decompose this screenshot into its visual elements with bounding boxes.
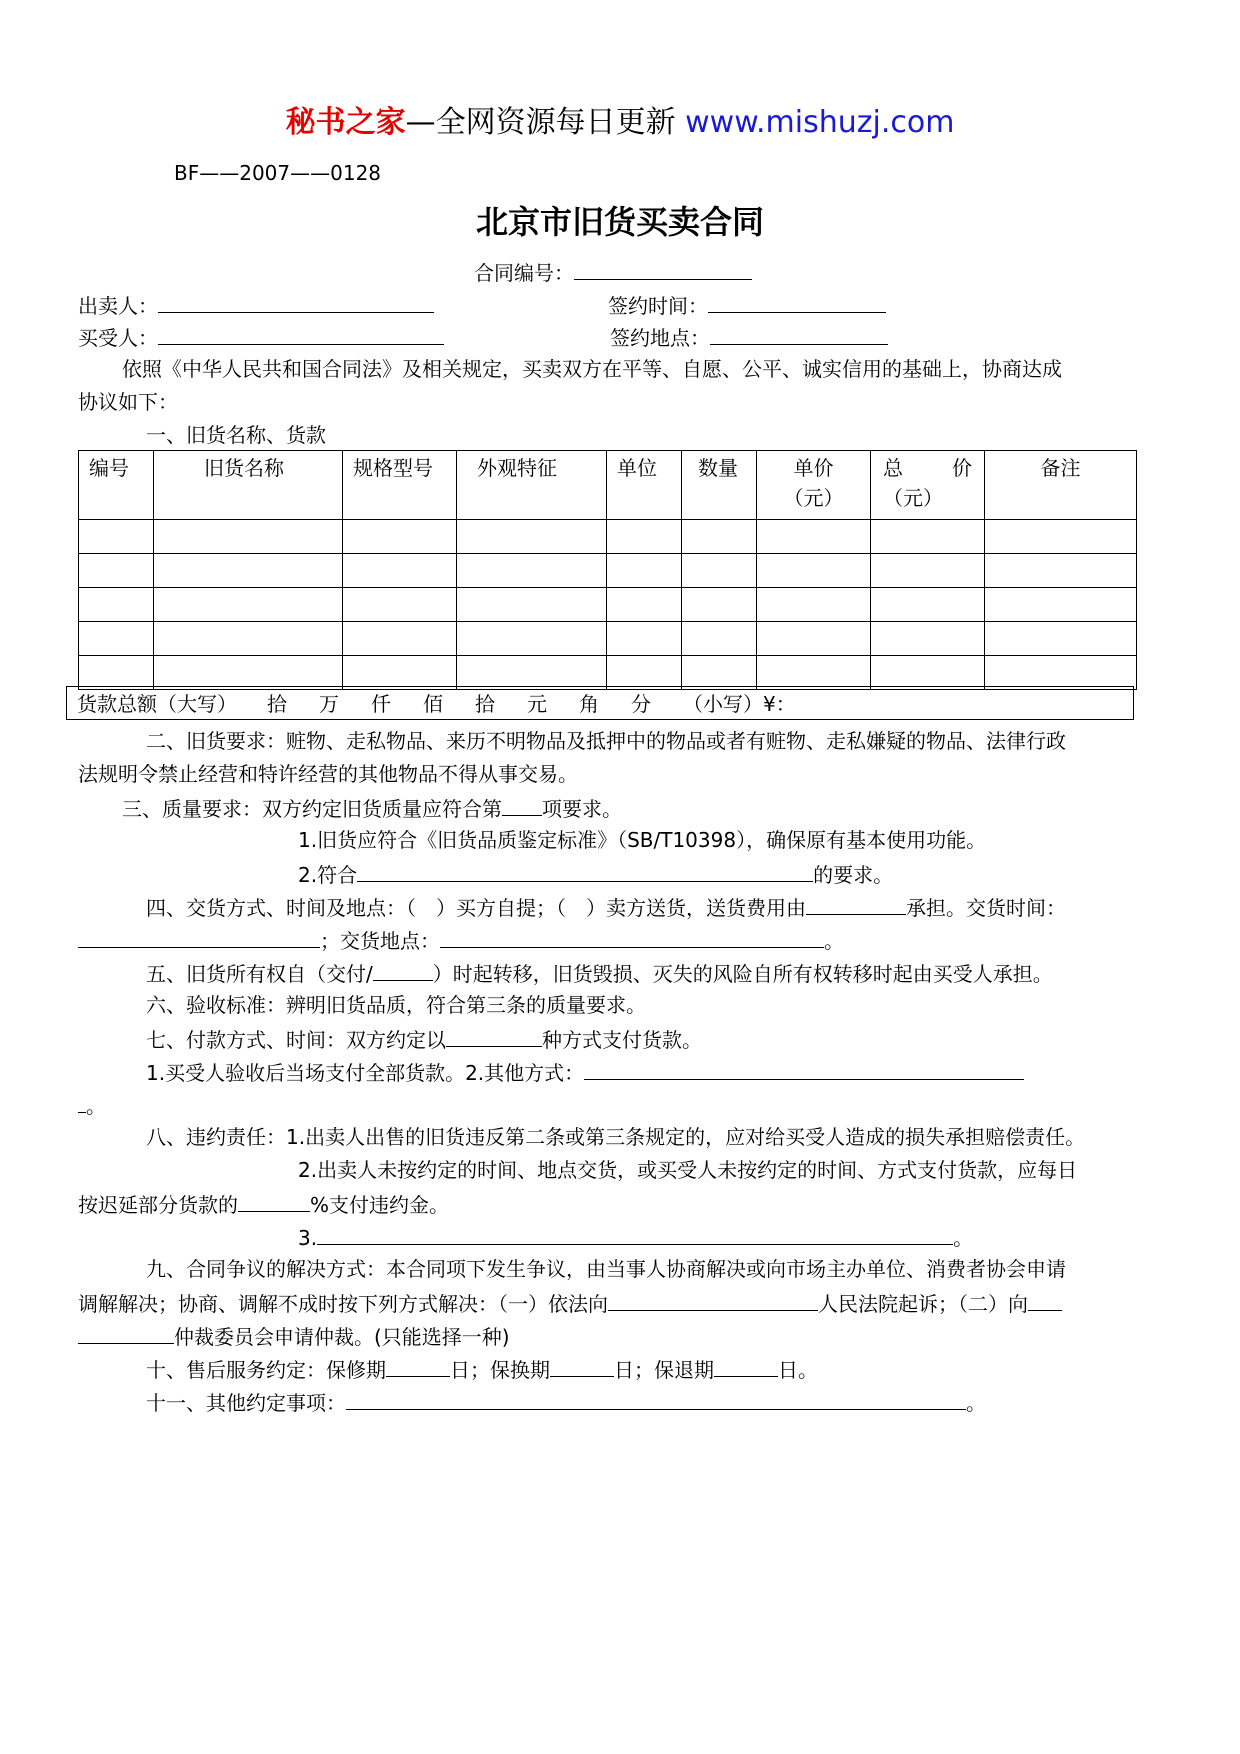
table-row [79, 656, 1137, 690]
small-amount-label: （小写）¥： [683, 692, 796, 716]
table-cell [871, 554, 985, 588]
sign-place-blank [710, 326, 888, 345]
table-cell [682, 554, 757, 588]
table-cell [757, 588, 871, 622]
table-cell [607, 656, 682, 690]
table-cell [607, 520, 682, 554]
section-7-end [78, 1094, 106, 1116]
arbitration-blank-b [78, 1325, 174, 1344]
table-cell [457, 520, 607, 554]
table-cell [79, 622, 154, 656]
buyer-blank [158, 326, 444, 345]
section-7-heading [146, 1028, 702, 1050]
table-cell [871, 588, 985, 622]
section-11-text-a: 十一、其他约定事项： [146, 1391, 346, 1415]
section-3-blank [502, 797, 542, 816]
section-3-item-2-blank [357, 863, 813, 882]
section-7-end-mark: 。 [86, 1094, 106, 1118]
section-7-text-a: 七、付款方式、时间：双方约定以 [146, 1028, 446, 1052]
total-price-label-a: 总 [883, 456, 903, 480]
court-blank [608, 1292, 818, 1311]
section-9-text-a: 调解解决；协商、调解不成时按下列方式解决：（一）依法向 [78, 1292, 608, 1316]
col-header-remarks: 备注 [985, 451, 1137, 520]
table-row [79, 520, 1137, 554]
seller-blank [158, 294, 434, 313]
section-7-end-blank [78, 1094, 86, 1113]
unit-wan: 万 [319, 692, 339, 716]
section-10 [146, 1358, 818, 1380]
section-10-text-d: 日。 [778, 1358, 818, 1382]
section-11 [146, 1391, 986, 1413]
section-5 [146, 962, 1053, 984]
table-cell [682, 520, 757, 554]
section-3-heading [122, 797, 622, 819]
table-cell [682, 588, 757, 622]
section-9-line-1: 九、合同争议的解决方式：本合同项下发生争议，由当事人协商解决或向市场主办单位、消费者协会申请 [146, 1257, 1066, 1281]
table-cell [343, 588, 457, 622]
section-8-item-3-a: 3. [298, 1226, 318, 1250]
total-price-unit: （元） [883, 486, 943, 510]
section-3-text-a: 三、质量要求：双方约定旧货质量应符合第 [122, 797, 502, 821]
table-cell [457, 554, 607, 588]
table-cell [682, 622, 757, 656]
arbitration-blank-a [1028, 1292, 1062, 1311]
section-9-line-2 [78, 1292, 1062, 1314]
col-header-number: 编号 [79, 451, 154, 520]
sign-time-label: 签约时间： [608, 294, 708, 318]
section-8-item-3-blank [317, 1226, 953, 1245]
table-row [79, 554, 1137, 588]
table-header-row [79, 451, 1137, 520]
intro-line-2: 协议如下： [78, 390, 178, 414]
col-header-unit-price [757, 451, 871, 520]
seller-field [78, 294, 434, 316]
table-cell [757, 554, 871, 588]
section-9-line-3 [78, 1325, 510, 1347]
table-cell [343, 622, 457, 656]
delivery-place-blank [440, 929, 824, 948]
contract-number-field [474, 261, 752, 283]
section-4-line-2 [78, 929, 844, 951]
table-cell [343, 554, 457, 588]
banner-url: www.mishuzj.com [685, 105, 955, 140]
section-8-item-2-cont [78, 1193, 449, 1215]
unit-price-unit: （元） [783, 486, 844, 510]
section-3-item-2-b: 的要求。 [813, 863, 894, 887]
other-payment-blank [584, 1061, 1024, 1080]
col-header-quantity: 数量 [682, 451, 757, 520]
section-11-text-b: 。 [966, 1391, 986, 1415]
table-cell [985, 622, 1137, 656]
section-2-line-1: 二、旧货要求：赃物、走私物品、来历不明物品及抵押中的物品或者有赃物、走私嫌疑的物品、法律行政 [146, 729, 1066, 753]
seller-label: 出卖人： [78, 294, 158, 318]
contract-number-blank [574, 261, 752, 280]
section-5-blank [373, 962, 433, 981]
unit-fen: 分 [631, 692, 651, 716]
total-price-label-b: 价 [952, 456, 972, 480]
return-days-blank [714, 1358, 778, 1377]
warranty-days-blank [386, 1358, 450, 1377]
table-cell [871, 622, 985, 656]
sign-time-field [608, 294, 886, 316]
section-8-item-2b-a: 按迟延部分货款的 [78, 1193, 238, 1217]
table-cell [457, 656, 607, 690]
unit-jiao: 角 [579, 692, 599, 716]
buyer-label: 买受人： [78, 326, 158, 350]
table-cell [985, 588, 1137, 622]
section-4-text-e: ；交货地点： [320, 929, 440, 953]
table-cell [343, 520, 457, 554]
col-header-total-price [871, 451, 985, 520]
sign-place-label: 签约地点： [610, 326, 710, 350]
table-cell [79, 656, 154, 690]
unit-shi: 拾 [267, 692, 287, 716]
table-cell [79, 554, 154, 588]
table-cell [985, 554, 1137, 588]
section-3-text-b: 项要求。 [542, 797, 622, 821]
table-cell [757, 520, 871, 554]
source-banner [0, 105, 1240, 140]
section-3-item-1: 1.旧货应符合《旧货品质鉴定标准》（SB/T10398），确保原有基本使用功能。 [298, 828, 987, 852]
table-cell [79, 520, 154, 554]
sign-time-blank [708, 294, 886, 313]
table-cell [79, 588, 154, 622]
table-cell [457, 588, 607, 622]
section-4-text-f: 。 [824, 929, 844, 953]
section-3-item-2 [298, 863, 893, 885]
section-7-item-1 [146, 1061, 1024, 1083]
col-header-unit: 单位 [607, 451, 682, 520]
table-cell [154, 520, 343, 554]
contract-number-label: 合同编号： [474, 261, 574, 285]
table-row [79, 622, 1137, 656]
table-cell [757, 656, 871, 690]
table-cell [457, 622, 607, 656]
banner-tagline: —全网资源每日更新 [405, 105, 676, 140]
table-cell [607, 554, 682, 588]
table-cell [154, 588, 343, 622]
unit-qian: 仟 [371, 692, 391, 716]
form-code: BF——2007——0128 [174, 161, 382, 185]
section-10-text-c: 日；保退期 [614, 1358, 714, 1382]
unit-yuan: 元 [527, 692, 547, 716]
table-cell [985, 656, 1137, 690]
intro-line-1: 依照《中华人民共和国合同法》及相关规定，买卖双方在平等、自愿、公平、诚实信用的基础上，协商达成 [122, 357, 1062, 381]
sign-place-field [610, 326, 888, 348]
total-amount-row [66, 686, 1134, 720]
table-cell [607, 622, 682, 656]
section-8-item-2: 2.出卖人未按约定的时间、地点交货，或买受人未按约定的时间、方式支付货款，应每日 [298, 1158, 1078, 1182]
total-amount-label: 货款总额（大写） [77, 692, 237, 716]
section-3-item-2-a: 2.符合 [298, 863, 358, 887]
col-header-spec: 规格型号 [343, 451, 457, 520]
section-6: 六、验收标准：辨明旧货品质，符合第三条的质量要求。 [146, 993, 646, 1017]
unit-shi-2: 拾 [475, 692, 495, 716]
table-cell [154, 656, 343, 690]
section-8-item-3-b: 。 [953, 1226, 974, 1250]
table-cell [757, 622, 871, 656]
table-cell [871, 656, 985, 690]
table-cell [154, 622, 343, 656]
table-cell [985, 520, 1137, 554]
table-cell [607, 588, 682, 622]
section-1-heading: 一、旧货名称、货款 [146, 423, 326, 447]
unit-price-label: 单价 [793, 456, 834, 480]
unit-bai: 佰 [423, 692, 443, 716]
section-4-text-a: 四、交货方式、时间及地点：（ [146, 896, 416, 920]
buyer-field [78, 326, 444, 348]
col-header-goods-name: 旧货名称 [154, 451, 343, 520]
table-cell [154, 554, 343, 588]
section-4-text-d: 承担。交货时间： [906, 896, 1066, 920]
section-8-item-1: 八、违约责任：1.出卖人出售的旧货违反第二条或第三条规定的，应对给买受人造成的损失承担赔偿责任。 [146, 1125, 1086, 1149]
delivery-time-blank [78, 929, 320, 948]
document-title: 北京市旧货买卖合同 [475, 203, 764, 241]
banner-brand: 秘书之家 [285, 105, 406, 140]
section-9-text-c: 仲裁委员会申请仲裁。(只能选择一种) [174, 1325, 510, 1349]
section-10-text-b: 日；保换期 [450, 1358, 550, 1382]
exchange-days-blank [550, 1358, 614, 1377]
section-5-text-a: 五、旧货所有权自（交付/ [146, 962, 373, 986]
section-8-item-3 [298, 1226, 973, 1248]
section-9-text-b: 人民法院起诉；（二）向 [818, 1292, 1028, 1316]
table-cell [682, 656, 757, 690]
section-4-line-1 [146, 896, 1066, 918]
section-4-text-b: ）买方自提；（ [436, 896, 566, 920]
section-7-text-b: 种方式支付货款。 [542, 1028, 702, 1052]
table-cell [343, 656, 457, 690]
section-2-line-2: 法规明令禁止经营和特许经营的其他物品不得从事交易。 [78, 762, 578, 786]
table-cell [871, 520, 985, 554]
section-4-text-c: ）卖方送货，送货费用由 [586, 896, 806, 920]
other-terms-blank [346, 1391, 966, 1410]
goods-table [78, 450, 1137, 690]
col-header-appearance: 外观特征 [457, 451, 607, 520]
delivery-fee-blank [806, 896, 906, 915]
section-10-text-a: 十、售后服务约定：保修期 [146, 1358, 386, 1382]
payment-method-blank [446, 1028, 542, 1047]
section-8-item-2b-b: %支付违约金。 [310, 1193, 450, 1217]
table-row [79, 588, 1137, 622]
penalty-rate-blank [238, 1193, 310, 1212]
section-5-text-b: ）时起转移，旧货毁损、灭失的风险自所有权转移时起由买受人承担。 [432, 962, 1053, 986]
section-7-item-1-text: 1.买受人验收后当场支付全部货款。2.其他方式： [146, 1061, 585, 1085]
